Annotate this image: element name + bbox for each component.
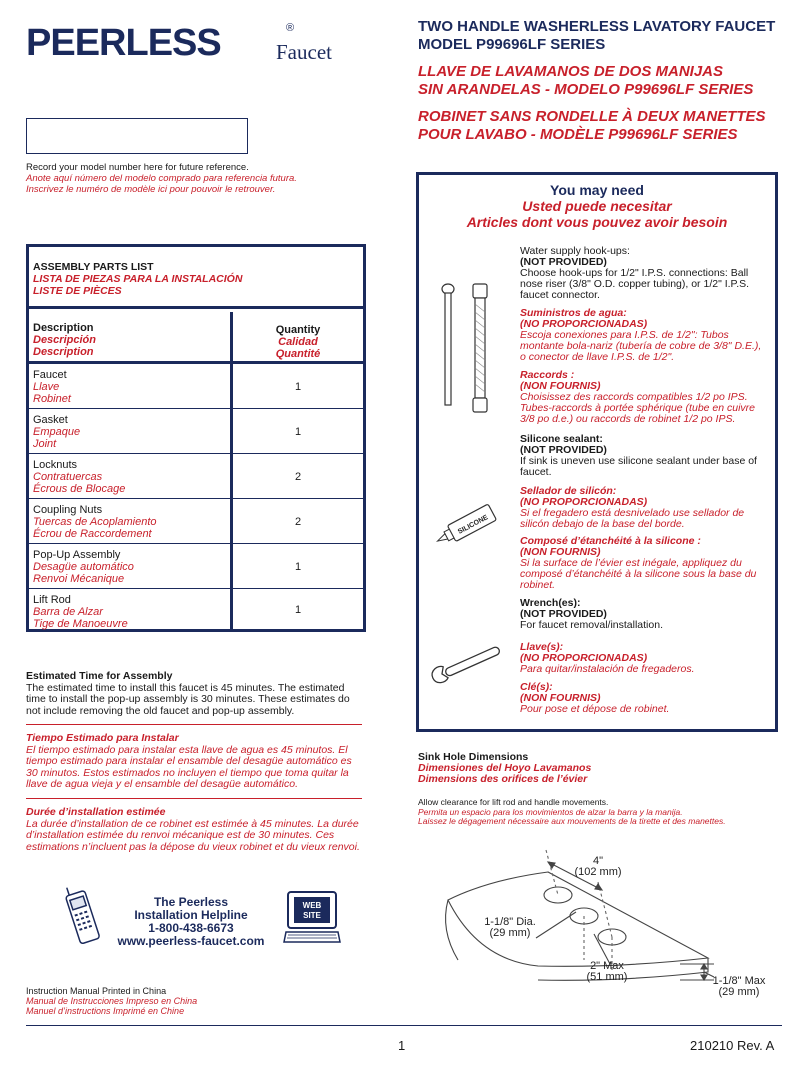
table-row (29, 454, 363, 499)
model-note-fr: Inscrivez le numéro de modèle ici pour pouvoir le retrouver. (26, 184, 276, 195)
col-desc-es: Descripción (33, 334, 96, 346)
silicone-text-fr: Si la surface de l’évier est inégale, appliquez du composé d’étanchéité à la silicone sous la base du robinet. (520, 557, 757, 591)
silicone-es (520, 486, 770, 530)
part-name-en: Coupling Nuts (33, 504, 103, 516)
title-en-line1: TWO HANDLE WASHERLESS LAVATORY FAUCET (418, 18, 776, 35)
you-may-need-heading (416, 182, 778, 230)
part-name-es: Empaque (33, 426, 81, 438)
water-text-fr: Choisissez des raccords compatibles 1/2 po IPS. Tubes-raccords à portée sphérique (tube en cuivre 3/8 po d.e.) ou raccords de robinet 1/2 po IPS. (520, 391, 756, 425)
silicone-np-fr: (NON FOURNIS) (520, 546, 601, 558)
table-row (29, 589, 363, 629)
col-qty-fr: Quantité (275, 348, 321, 360)
brand-name: PEERLESS (26, 22, 221, 64)
dim-max-mm: (51 mm) (586, 971, 628, 983)
part-name-fr: Écrous de Blocage (33, 483, 126, 495)
est-text-es: El tiempo estimado para instalar esta llave de agua es 45 minutos. El tiempo estimado para instalar el ensamble del desagüe automático es 30 minutos. Estos estimados no incluyen el tiempo que toma quitar la llave de agua vieja y el ensamble del desagüe automático. (26, 743, 352, 790)
part-name-fr: Écrou de Raccordement (33, 528, 152, 540)
printed-es: Manual de Instrucciones Impreso en China (26, 996, 198, 1006)
title-spanish (418, 63, 808, 99)
part-name-en: Lift Rod (33, 594, 71, 606)
table-row (29, 364, 363, 409)
wrench-text-fr: Pour pose et dépose de robinet. (520, 703, 670, 715)
estimated-time-en (26, 671, 362, 717)
dim-thickness (706, 976, 772, 998)
part-name-fr: Robinet (33, 393, 71, 405)
need-title-fr: Articles dont vous pouvez avoir besoin (466, 214, 728, 230)
wrench-es (520, 642, 770, 675)
title-es-line1: LLAVE DE LAVAMANOS DE DOS MANIJAS (418, 63, 724, 80)
wrench-np-es: (NO PROPORCIONADAS) (520, 652, 648, 664)
col-qty-en: Quantity (275, 324, 321, 336)
dim-max-in: 2" Max (590, 960, 624, 972)
title-en-line2: MODEL P99696LF SERIES (418, 36, 606, 53)
part-name-es: Barra de Alzar (33, 606, 103, 618)
silicone-title-fr: Composé d’étanchéité à la silicone : (520, 535, 701, 547)
col-desc-en: Description (33, 322, 94, 334)
part-name-es: Tuercas de Acoplamiento (33, 516, 157, 528)
col-qty-es: Calidad (278, 336, 318, 348)
parts-title-fr: LISTE DE PIÈCES (33, 285, 122, 297)
wrench-fr (520, 682, 770, 715)
sink-note-fr: Laissez le dégagement nécessaire aux mouvements de la tirette et des manettes. (418, 816, 726, 826)
part-qty: 2 (294, 516, 302, 528)
model-note-es: Anote aquí número del modelo comprado para referencia futura. (26, 173, 297, 184)
water-text-en: Choose hook-ups for 1/2" I.P.S. connections: Ball nose riser (3/8" O.D. copper tubing), or 1/2" I.P.S. faucet connector. (520, 267, 750, 301)
sink-note-es: Permita un espacio para los movimientos de alzar la barra y la manija. (418, 806, 683, 817)
part-name-es: Contratuercas (33, 471, 103, 483)
col-description (33, 322, 96, 358)
water-title-fr: Raccords : (520, 369, 575, 381)
table-row (29, 409, 363, 454)
need-title-es: Usted puede necesitar (522, 198, 672, 214)
wrench-title-en: Wrench(es): (520, 597, 581, 609)
est-title-en: Estimated Time for Assembly (26, 670, 173, 682)
sink-title-es: Dimensiones del Hoyo Lavamanos (418, 762, 592, 774)
need-title-en: You may need (550, 182, 644, 198)
title-french (418, 108, 808, 144)
part-name-fr: Joint (33, 438, 57, 450)
divider (26, 798, 362, 799)
title-fr-line2: POUR LAVABO - MODÈLE P99696LF SERIES (418, 126, 738, 143)
model-note-en: Record your model number here for future reference. (26, 162, 249, 173)
dim-spacing-mm: (102 mm) (574, 866, 622, 878)
water-np-es: (NO PROPORCIONADAS) (520, 318, 648, 330)
footer-divider (26, 1025, 782, 1026)
page-number: 1 (398, 1038, 406, 1053)
silicone-text-es: Si el fregadero está desnivelado use sellador de silicón debajo de la base del borde. (520, 507, 745, 530)
silicone-text-en: If sink is uneven use silicone sealant under base of faucet. (520, 455, 757, 478)
table-row (29, 544, 363, 589)
silicone-title-en: Silicone sealant: (520, 433, 603, 445)
brand-suffix: Faucet (276, 40, 332, 64)
part-name-en: Gasket (33, 414, 68, 426)
dim-thick-mm: (29 mm) (718, 986, 760, 998)
sink-title-en: Sink Hole Dimensions (418, 751, 529, 763)
wrench-title-es: Llave(s): (520, 641, 564, 653)
part-name-en: Faucet (33, 369, 67, 381)
parts-title-es: LISTA DE PIEZAS PARA LA INSTALACIÓN (33, 273, 243, 285)
col-quantity (233, 324, 363, 360)
sink-note (418, 798, 808, 827)
printed-info (26, 986, 326, 1016)
revision: 210210 Rev. A (690, 1038, 775, 1053)
model-number-box[interactable] (26, 118, 248, 154)
col-desc-fr: Description (33, 346, 94, 358)
part-qty: 1 (294, 381, 302, 393)
web-badge-line2: SITE (303, 911, 321, 920)
part-name-fr: Tige de Manoeuvre (33, 618, 128, 630)
supply-line-icon (436, 282, 496, 422)
parts-column-header (29, 312, 363, 364)
printed-fr: Manuel d’instructions Imprimé en Chine (26, 1006, 185, 1016)
dim-dia-mm: (29 mm) (489, 927, 531, 939)
silicone-tube-icon (432, 498, 504, 554)
helpline-line1: The Peerless (153, 895, 229, 909)
silicone-title-es: Sellador de silicón: (520, 485, 617, 497)
helpline-phone[interactable]: 1-800-438-6673 (148, 921, 234, 935)
part-name-en: Locknuts (33, 459, 78, 471)
water-np-fr: (NON FOURNIS) (520, 380, 601, 392)
brand-logo (26, 22, 332, 64)
est-title-es: Tiempo Estimado para Instalar (26, 732, 179, 744)
registered-mark: ® (286, 22, 295, 34)
wrench-text-es: Para quitar/instalación de fregaderos. (520, 663, 695, 675)
dim-max (572, 961, 642, 983)
wrench-title-fr: Clé(s): (520, 681, 553, 693)
estimated-time-es (26, 733, 362, 791)
estimated-time-fr (26, 807, 362, 853)
water-supply-fr (520, 370, 770, 425)
computer-icon (282, 890, 342, 946)
dim-spacing-in: 4" (592, 855, 604, 867)
part-name-es: Llave (33, 381, 60, 393)
helpline-line2: Installation Helpline (134, 908, 248, 922)
title-fr-line1: ROBINET SANS RONDELLE À DEUX MANETTES (418, 108, 766, 125)
helpline-url[interactable]: www.peerless-faucet.com (117, 934, 265, 948)
helpline-info (100, 896, 282, 948)
dim-dia-in: 1-1/8" Dia. (484, 916, 536, 928)
dim-thick-in: 1-1/8" Max (712, 975, 766, 987)
sink-title-fr: Dimensions des orifices de l’évier (418, 773, 588, 785)
parts-list-table (26, 244, 366, 632)
part-name-es: Desagüe automático (33, 561, 134, 573)
wrench-text-en: For faucet removal/installation. (520, 619, 663, 631)
water-title-es: Suministros de agua: (520, 307, 627, 319)
est-text-en: The estimated time to install this faucet is 45 minutes. The estimated time to install the pop-up assembly is 30 minutes. These estimates do not include removing the old faucet and pop-up assembly. (26, 681, 350, 717)
water-supply-es (520, 308, 770, 363)
water-supply-en (520, 246, 770, 301)
sink-heading (418, 752, 798, 785)
part-qty: 1 (294, 426, 302, 438)
silicone-en (520, 434, 770, 478)
model-note (26, 162, 326, 195)
parts-list-header (29, 247, 363, 309)
est-title-fr: Durée d’installation estimée (26, 806, 166, 818)
sink-note-en: Allow clearance for lift rod and handle movements. (418, 797, 609, 807)
silicone-np-es: (NO PROPORCIONADAS) (520, 496, 648, 508)
silicone-label: SILICONE (456, 514, 490, 536)
part-qty: 1 (294, 604, 302, 616)
parts-title-en: ASSEMBLY PARTS LIST (33, 261, 154, 273)
silicone-np-en: (NOT PROVIDED) (520, 444, 607, 456)
table-row (29, 499, 363, 544)
dim-diameter (470, 917, 550, 939)
dim-spacing (568, 856, 628, 878)
divider (26, 724, 362, 725)
est-text-fr: La durée d’installation de ce robinet est estimée à 45 minutes. La durée d’installation estimée du renvoi mécanique est de 30 minutes. Ces estimations n’incluent pas la dépose du vieux robinet et du vieux renvoi. (26, 817, 360, 853)
wrench-en (520, 598, 770, 631)
water-text-es: Escoja conexiones para I.P.S. de 1/2": Tubos montante bola-nariz (tubería de cobre de 3/8" D.E.), o conector de llave I.P.S. de 1/2". (520, 329, 762, 363)
part-qty: 2 (294, 471, 302, 483)
wrench-np-fr: (NON FOURNIS) (520, 692, 601, 704)
water-np-en: (NOT PROVIDED) (520, 256, 607, 268)
water-title-en: Water supply hook-ups: (520, 245, 630, 257)
wrench-np-en: (NOT PROVIDED) (520, 608, 607, 620)
part-name-en: Pop-Up Assembly (33, 549, 121, 561)
part-name-fr: Renvoi Mécanique (33, 573, 125, 585)
part-qty: 1 (294, 561, 302, 573)
web-badge-line1: WEB (302, 901, 322, 910)
printed-en: Instruction Manual Printed in China (26, 986, 167, 996)
title-english (418, 18, 808, 54)
title-es-line2: SIN ARANDELAS - MODELO P99696LF SERIES (418, 81, 754, 98)
silicone-fr (520, 536, 770, 591)
wrench-icon (428, 640, 512, 696)
